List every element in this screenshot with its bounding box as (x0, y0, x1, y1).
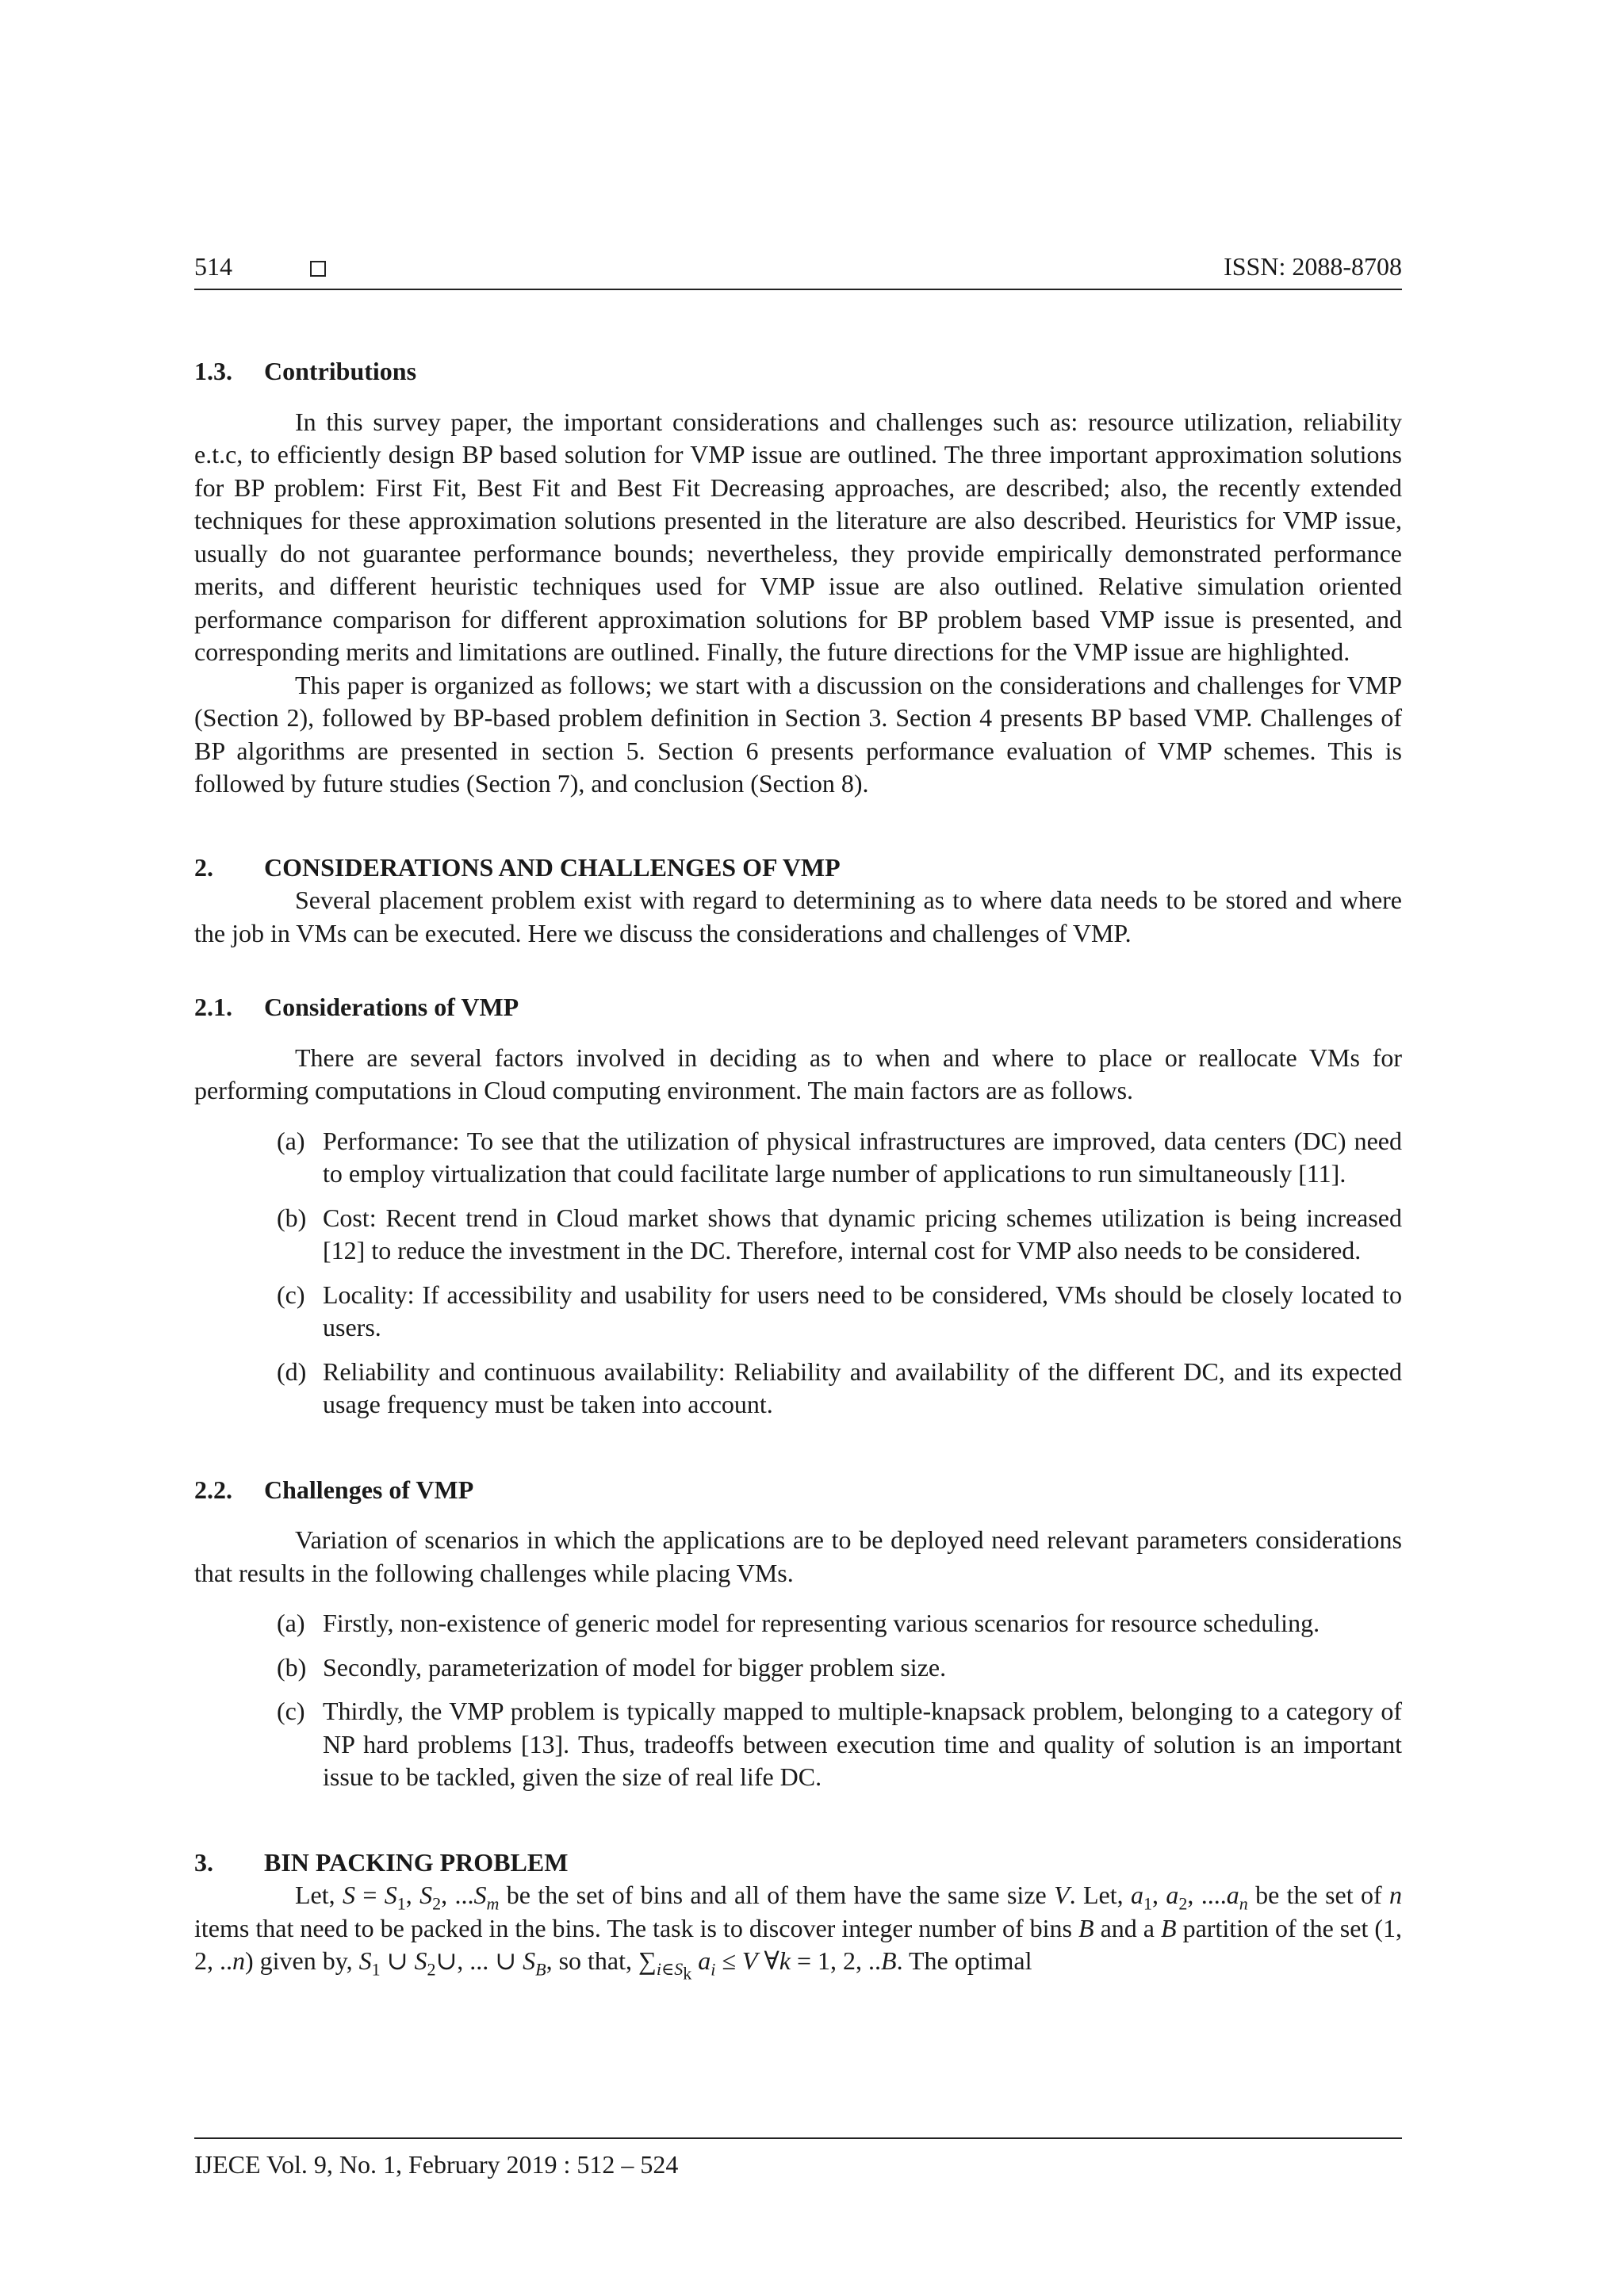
section-heading-1-3: 1.3. Contributions (194, 357, 417, 385)
square-icon (310, 261, 326, 277)
paragraph: Variation of scenarios in which the applications are to be deployed need relevant parameters considerations that results in the following challenges while placing VMs. (194, 1525, 1402, 1587)
paragraph: In this survey paper, the important considerations and challenges such as: resource utilization, reliability e.t.c, to efficiently design BP based solution for VMP issue are outlined. The three important approximation solutions for BP problem: First Fit, Best Fit and Best Fit Decreasing approaches, are described; also, the recently extended techniques for these approximation solutions presented in the literature are also described. Heuristics for VMP issue, usually do not guarantee performance bounds; nevertheless, they provide empirically demonstrated performance merits, and different heuristic techniques used for VMP issue are also outlined. Relative simulation oriented performance comparison for different approximation solutions for BP problem based VMP issue is presented, and corresponding merits and limitations are outlined. Finally, the future directions for the VMP issue are highlighted. (194, 407, 1402, 666)
running-header (194, 252, 1402, 290)
section-heading-2-2: 2.2. Challenges of VMP (194, 1475, 474, 1504)
issn-label: ISSN: 2088-8708 (1224, 252, 1402, 281)
section-heading-2-1: 2.1. Considerations of VMP (194, 993, 519, 1021)
paragraph: This paper is organized as follows; we start with a discussion on the considerations and challenges for VMP (Section 2), followed by BP-based problem definition in Section 3. Section 4 presents BP based VMP. Challenges of BP algorithms are presented in section 5. Section 6 presents performance evaluation of VMP schemes. This is followed by future studies (Section 7), and conclusion (Section 8). (194, 670, 1402, 798)
section-heading-3: 3. BIN PACKING PROBLEM (194, 1847, 569, 1877)
list-item: (c) Thirdly, the VMP problem is typically mapped to multiple-knapsack problem, belonging to a category of NP hard problems [13]. Thus, tradeoffs between execution time and quality of solution is an important issue to be tackled, given the size of real life DC. (277, 1697, 1402, 1791)
list-item: (a) Performance: To see that the utilization of physical infrastructures are improved, data centers (DC) need to employ virtualization that could facilitate large number of applications to run simultaneously [11]. (277, 1126, 1402, 1188)
considerations-list (194, 1125, 1402, 1422)
list-item: (b) Secondly, parameterization of model for bigger problem size. (277, 1652, 947, 1682)
paragraph-bin-packing: Let, $S = S_1$, $S_2$, $...S_m$ be the set of bins and all of them have the same size V. Let, $a_1$, $a_2$, $....a_n$ be the set of n items that need to be packed in the bins. The task is to discover integer number of bins B and a B partition of the set (1, 2, ..n) given by, $S_1$ ∪ $S_2\cup$, ... ∪ $S_B$, so that, $\sum_{i\in S_k}$ $a_i \le V$ ∀k = 1, 2, ..B. The optimal (194, 1881, 1403, 1984)
body-content (194, 355, 1403, 1984)
list-item: (c) Locality: If accessibility and usability for users need to be considered, VMs should be closely located to users. (277, 1280, 1402, 1341)
list-item: (d) Reliability and continuous availability: Reliability and availability of the different DC, and its expected usage frequency must be taken into account. (277, 1357, 1402, 1418)
paragraph: Several placement problem exist with regard to determining as to where data needs to be stored and where the job in VMs can be executed. Here we discuss the considerations and challenges of VMP. (194, 886, 1402, 947)
section-heading-2: 2. CONSIDERATIONS AND CHALLENGES OF VMP (194, 852, 841, 882)
challenges-list (194, 1607, 1402, 1794)
page-number: 514 (194, 252, 232, 281)
list-item: (a) Firstly, non-existence of generic model for representing various scenarios for resource scheduling. (277, 1609, 1320, 1637)
running-footer: IJECE Vol. 9, No. 1, February 2019 : 512 – 524 (194, 2137, 1402, 2179)
list-item: (b) Cost: Recent trend in Cloud market shows that dynamic pricing schemes utilization is being increased [12] to reduce the investment in the DC. Therefore, internal cost for VMP also needs to be considered. (277, 1203, 1402, 1265)
paragraph: There are several factors involved in deciding as to when and where to place or reallocate VMs for performing computations in Cloud computing environment. The main factors are as follows. (194, 1043, 1402, 1104)
